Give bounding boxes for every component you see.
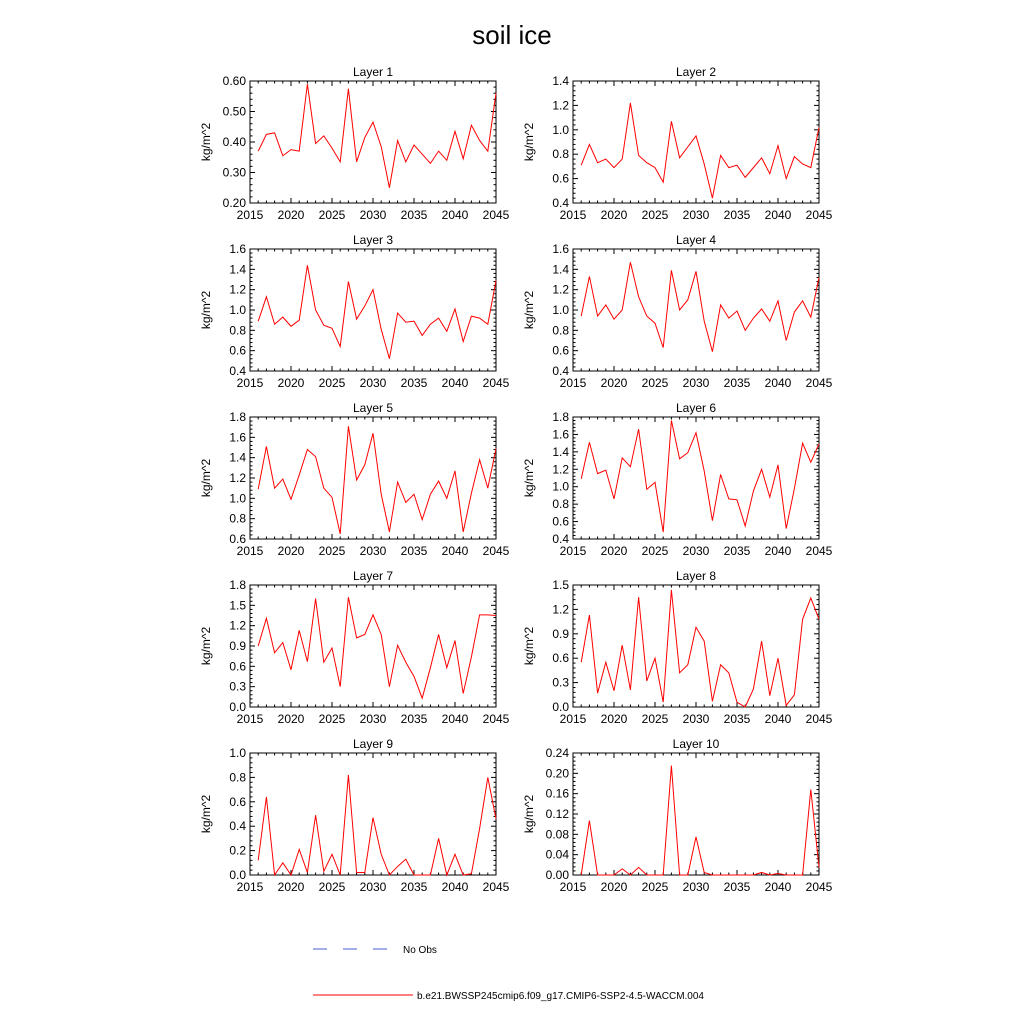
series-line	[258, 597, 496, 698]
x-tick-label: 2035	[400, 544, 428, 558]
y-tick-label: 1.2	[552, 602, 569, 617]
plot-frame	[573, 81, 819, 203]
chart-panel-8	[522, 569, 833, 726]
y-tick-label: 1.2	[552, 98, 569, 113]
x-tick-label: 2040	[764, 544, 792, 558]
x-tick-label: 2035	[723, 544, 751, 558]
chart-panel-3	[199, 233, 510, 390]
x-tick-label: 2045	[805, 376, 833, 390]
x-tick-label: 2025	[641, 544, 669, 558]
x-tick-label: 2045	[805, 544, 833, 558]
y-tick-label: 0.4	[552, 196, 569, 210]
y-tick-label: 0.0	[552, 700, 569, 714]
panel-title: Layer 10	[672, 737, 720, 751]
y-tick-label: 0.40	[222, 135, 246, 149]
y-tick-label: 1.5	[552, 578, 569, 592]
x-tick-label: 2045	[482, 544, 510, 558]
panel-title: Layer 5	[352, 401, 394, 415]
chart-panel-9	[199, 737, 510, 894]
y-tick-label: 1.8	[229, 410, 246, 424]
x-tick-label: 2025	[318, 880, 346, 894]
x-tick-label: 2045	[482, 880, 510, 894]
y-tick-label: 0.6	[552, 343, 569, 358]
y-axis-label: kg/m^2	[522, 122, 536, 162]
y-tick-label: 0.4	[229, 819, 246, 834]
y-tick-label: 0.60	[222, 74, 246, 88]
x-tick-label: 2025	[641, 880, 669, 894]
y-tick-label: 1.4	[552, 444, 569, 459]
x-tick-label: 2025	[318, 376, 346, 390]
y-tick-label: 1.4	[229, 262, 246, 277]
y-tick-label: 0.3	[229, 679, 246, 694]
y-tick-label: 1.2	[552, 282, 569, 297]
x-tick-label: 2020	[277, 544, 305, 558]
y-tick-label: 1.6	[229, 242, 246, 256]
x-tick-label: 2045	[482, 208, 510, 222]
x-tick-label: 2020	[277, 880, 305, 894]
y-axis-label: kg/m^2	[199, 794, 213, 834]
x-tick-label: 2030	[359, 712, 387, 726]
y-tick-label: 1.4	[229, 450, 246, 465]
y-tick-label: 0.3	[552, 675, 569, 690]
legend-model-label: b.e21.BWSSP245cmip6.f09_g17.CMIP6-SSP2-4.5-WACCM.004	[417, 991, 704, 1002]
y-tick-label: 1.0	[229, 303, 246, 317]
x-tick-label: 2015	[559, 208, 587, 222]
y-tick-label: 1.0	[229, 491, 246, 506]
panel-title: Layer 8	[675, 569, 717, 583]
y-tick-label: 0.24	[545, 746, 569, 760]
plot-frame	[573, 417, 819, 539]
x-tick-label: 2020	[277, 376, 305, 390]
figure-title: soil ice	[472, 20, 552, 50]
y-tick-label: 1.6	[229, 430, 246, 445]
y-tick-label: 0.8	[229, 770, 246, 785]
series-line	[581, 766, 819, 875]
x-tick-label: 2015	[559, 544, 587, 558]
x-tick-label: 2025	[318, 712, 346, 726]
y-axis-label: kg/m^2	[199, 458, 213, 498]
y-tick-label: 1.6	[552, 427, 569, 442]
y-tick-label: 0.00	[545, 868, 569, 882]
x-tick-label: 2040	[441, 712, 469, 726]
x-tick-label: 2030	[359, 208, 387, 222]
x-tick-label: 2020	[600, 376, 628, 390]
y-axis-label: kg/m^2	[199, 626, 213, 666]
x-tick-label: 2045	[482, 712, 510, 726]
plot-frame	[573, 249, 819, 371]
x-tick-label: 2035	[723, 208, 751, 222]
series-line	[258, 84, 496, 188]
x-tick-label: 2035	[400, 208, 428, 222]
x-tick-label: 2040	[441, 208, 469, 222]
plot-frame	[250, 585, 496, 707]
series-line	[258, 775, 496, 875]
y-tick-label: 0.30	[222, 165, 246, 180]
x-tick-label: 2040	[441, 544, 469, 558]
y-tick-label: 1.2	[229, 471, 246, 485]
x-tick-label: 2030	[682, 376, 710, 390]
chart-panel-7	[199, 569, 510, 726]
y-tick-label: 0.9	[229, 639, 246, 653]
x-tick-label: 2020	[277, 712, 305, 726]
x-tick-label: 2025	[318, 208, 346, 222]
panel-title: Layer 9	[352, 737, 394, 751]
y-tick-label: 0.6	[552, 514, 569, 529]
y-tick-label: 1.2	[229, 618, 246, 633]
y-tick-label: 1.0	[552, 303, 569, 317]
panel-title: Layer 7	[352, 569, 394, 583]
y-tick-label: 0.8	[229, 323, 246, 338]
series-line	[581, 590, 819, 707]
x-tick-label: 2015	[559, 712, 587, 726]
chart-panel-4	[522, 233, 833, 390]
x-tick-label: 2035	[723, 712, 751, 726]
chart-panel-10	[522, 737, 833, 894]
y-tick-label: 0.4	[552, 532, 569, 546]
chart-panel-2	[522, 65, 833, 222]
x-tick-label: 2020	[600, 544, 628, 558]
legend	[313, 945, 704, 1002]
x-tick-label: 2040	[441, 880, 469, 894]
y-tick-label: 0.8	[552, 147, 569, 162]
x-tick-label: 2030	[359, 376, 387, 390]
x-tick-label: 2030	[682, 544, 710, 558]
x-tick-label: 2045	[805, 712, 833, 726]
chart-panel-1	[199, 65, 510, 222]
y-tick-label: 1.8	[552, 410, 569, 424]
y-tick-label: 0.6	[229, 532, 246, 546]
x-tick-label: 2040	[764, 208, 792, 222]
y-axis-label: kg/m^2	[199, 290, 213, 330]
x-tick-label: 2015	[559, 880, 587, 894]
x-tick-label: 2030	[682, 880, 710, 894]
y-tick-label: 0.12	[545, 807, 569, 821]
y-tick-label: 1.8	[229, 578, 246, 592]
x-tick-label: 2030	[359, 544, 387, 558]
legend-obs-label: No Obs	[403, 945, 437, 956]
x-tick-label: 2020	[600, 208, 628, 222]
panel-title: Layer 4	[675, 233, 717, 247]
plot-frame	[250, 81, 496, 203]
y-axis-label: kg/m^2	[199, 122, 213, 162]
y-axis-label: kg/m^2	[522, 626, 536, 666]
x-tick-label: 2035	[723, 376, 751, 390]
y-tick-label: 0.4	[229, 364, 246, 378]
series-line	[581, 262, 819, 351]
y-axis-label: kg/m^2	[522, 458, 536, 498]
y-axis-label: kg/m^2	[522, 794, 536, 834]
y-tick-label: 0.6	[552, 171, 569, 186]
series-line	[258, 426, 496, 534]
series-line	[581, 420, 819, 532]
x-tick-label: 2025	[641, 208, 669, 222]
panel-title: Layer 2	[675, 65, 717, 79]
x-tick-label: 2020	[277, 208, 305, 222]
x-tick-label: 2035	[400, 712, 428, 726]
y-tick-label: 0.2	[229, 843, 246, 858]
x-tick-label: 2045	[805, 208, 833, 222]
plot-frame	[573, 753, 819, 875]
y-tick-label: 0.0	[229, 868, 246, 882]
x-tick-label: 2045	[482, 376, 510, 390]
x-tick-label: 2015	[236, 544, 264, 558]
x-tick-label: 2040	[764, 376, 792, 390]
y-tick-label: 0.8	[552, 323, 569, 338]
x-tick-label: 2030	[682, 712, 710, 726]
x-tick-label: 2025	[641, 712, 669, 726]
x-tick-label: 2015	[236, 208, 264, 222]
x-tick-label: 2030	[682, 208, 710, 222]
y-tick-label: 1.2	[229, 282, 246, 297]
x-tick-label: 2015	[236, 376, 264, 390]
y-tick-label: 0.6	[229, 659, 246, 674]
y-tick-label: 0.04	[545, 847, 569, 862]
series-line	[581, 103, 819, 198]
plot-frame	[573, 585, 819, 707]
panel-title: Layer 3	[352, 233, 394, 247]
y-tick-label: 0.6	[229, 343, 246, 358]
y-tick-label: 1.0	[552, 122, 569, 137]
x-tick-label: 2040	[764, 712, 792, 726]
panel-title: Layer 1	[352, 65, 394, 79]
y-tick-label: 1.2	[552, 462, 569, 477]
chart-panel-6	[522, 401, 833, 558]
y-tick-label: 0.8	[229, 511, 246, 526]
x-tick-label: 2035	[723, 880, 751, 894]
y-tick-label: 0.6	[229, 794, 246, 809]
plot-frame	[250, 249, 496, 371]
x-tick-label: 2025	[641, 376, 669, 390]
plot-frame	[250, 753, 496, 875]
x-tick-label: 2015	[236, 712, 264, 726]
x-tick-label: 2040	[764, 880, 792, 894]
panels-container	[199, 65, 833, 894]
x-tick-label: 2040	[441, 376, 469, 390]
y-tick-label: 1.4	[552, 262, 569, 277]
y-tick-label: 0.08	[545, 827, 569, 842]
chart-panel-5	[199, 401, 510, 558]
x-tick-label: 2045	[805, 880, 833, 894]
y-tick-label: 1.6	[552, 242, 569, 256]
y-tick-label: 0.16	[545, 786, 569, 801]
panel-title: Layer 6	[675, 401, 717, 415]
y-axis-label: kg/m^2	[522, 290, 536, 330]
x-tick-label: 2020	[600, 712, 628, 726]
x-tick-label: 2015	[236, 880, 264, 894]
x-tick-label: 2025	[318, 544, 346, 558]
y-tick-label: 0.6	[552, 651, 569, 666]
x-tick-label: 2035	[400, 376, 428, 390]
y-tick-label: 1.4	[552, 74, 569, 88]
y-tick-label: 0.50	[222, 104, 246, 119]
y-tick-label: 0.0	[229, 700, 246, 714]
y-tick-label: 1.0	[552, 479, 569, 494]
y-tick-label: 0.20	[545, 766, 569, 781]
y-tick-label: 1.0	[229, 746, 246, 760]
y-tick-label: 0.8	[552, 497, 569, 512]
y-tick-label: 1.5	[229, 598, 246, 613]
y-tick-label: 0.9	[552, 626, 569, 641]
x-tick-label: 2035	[400, 880, 428, 894]
x-tick-label: 2030	[359, 880, 387, 894]
series-line	[258, 265, 496, 359]
y-tick-label: 0.4	[552, 364, 569, 378]
x-tick-label: 2020	[600, 880, 628, 894]
y-tick-label: 0.20	[222, 196, 246, 210]
x-tick-label: 2015	[559, 376, 587, 390]
